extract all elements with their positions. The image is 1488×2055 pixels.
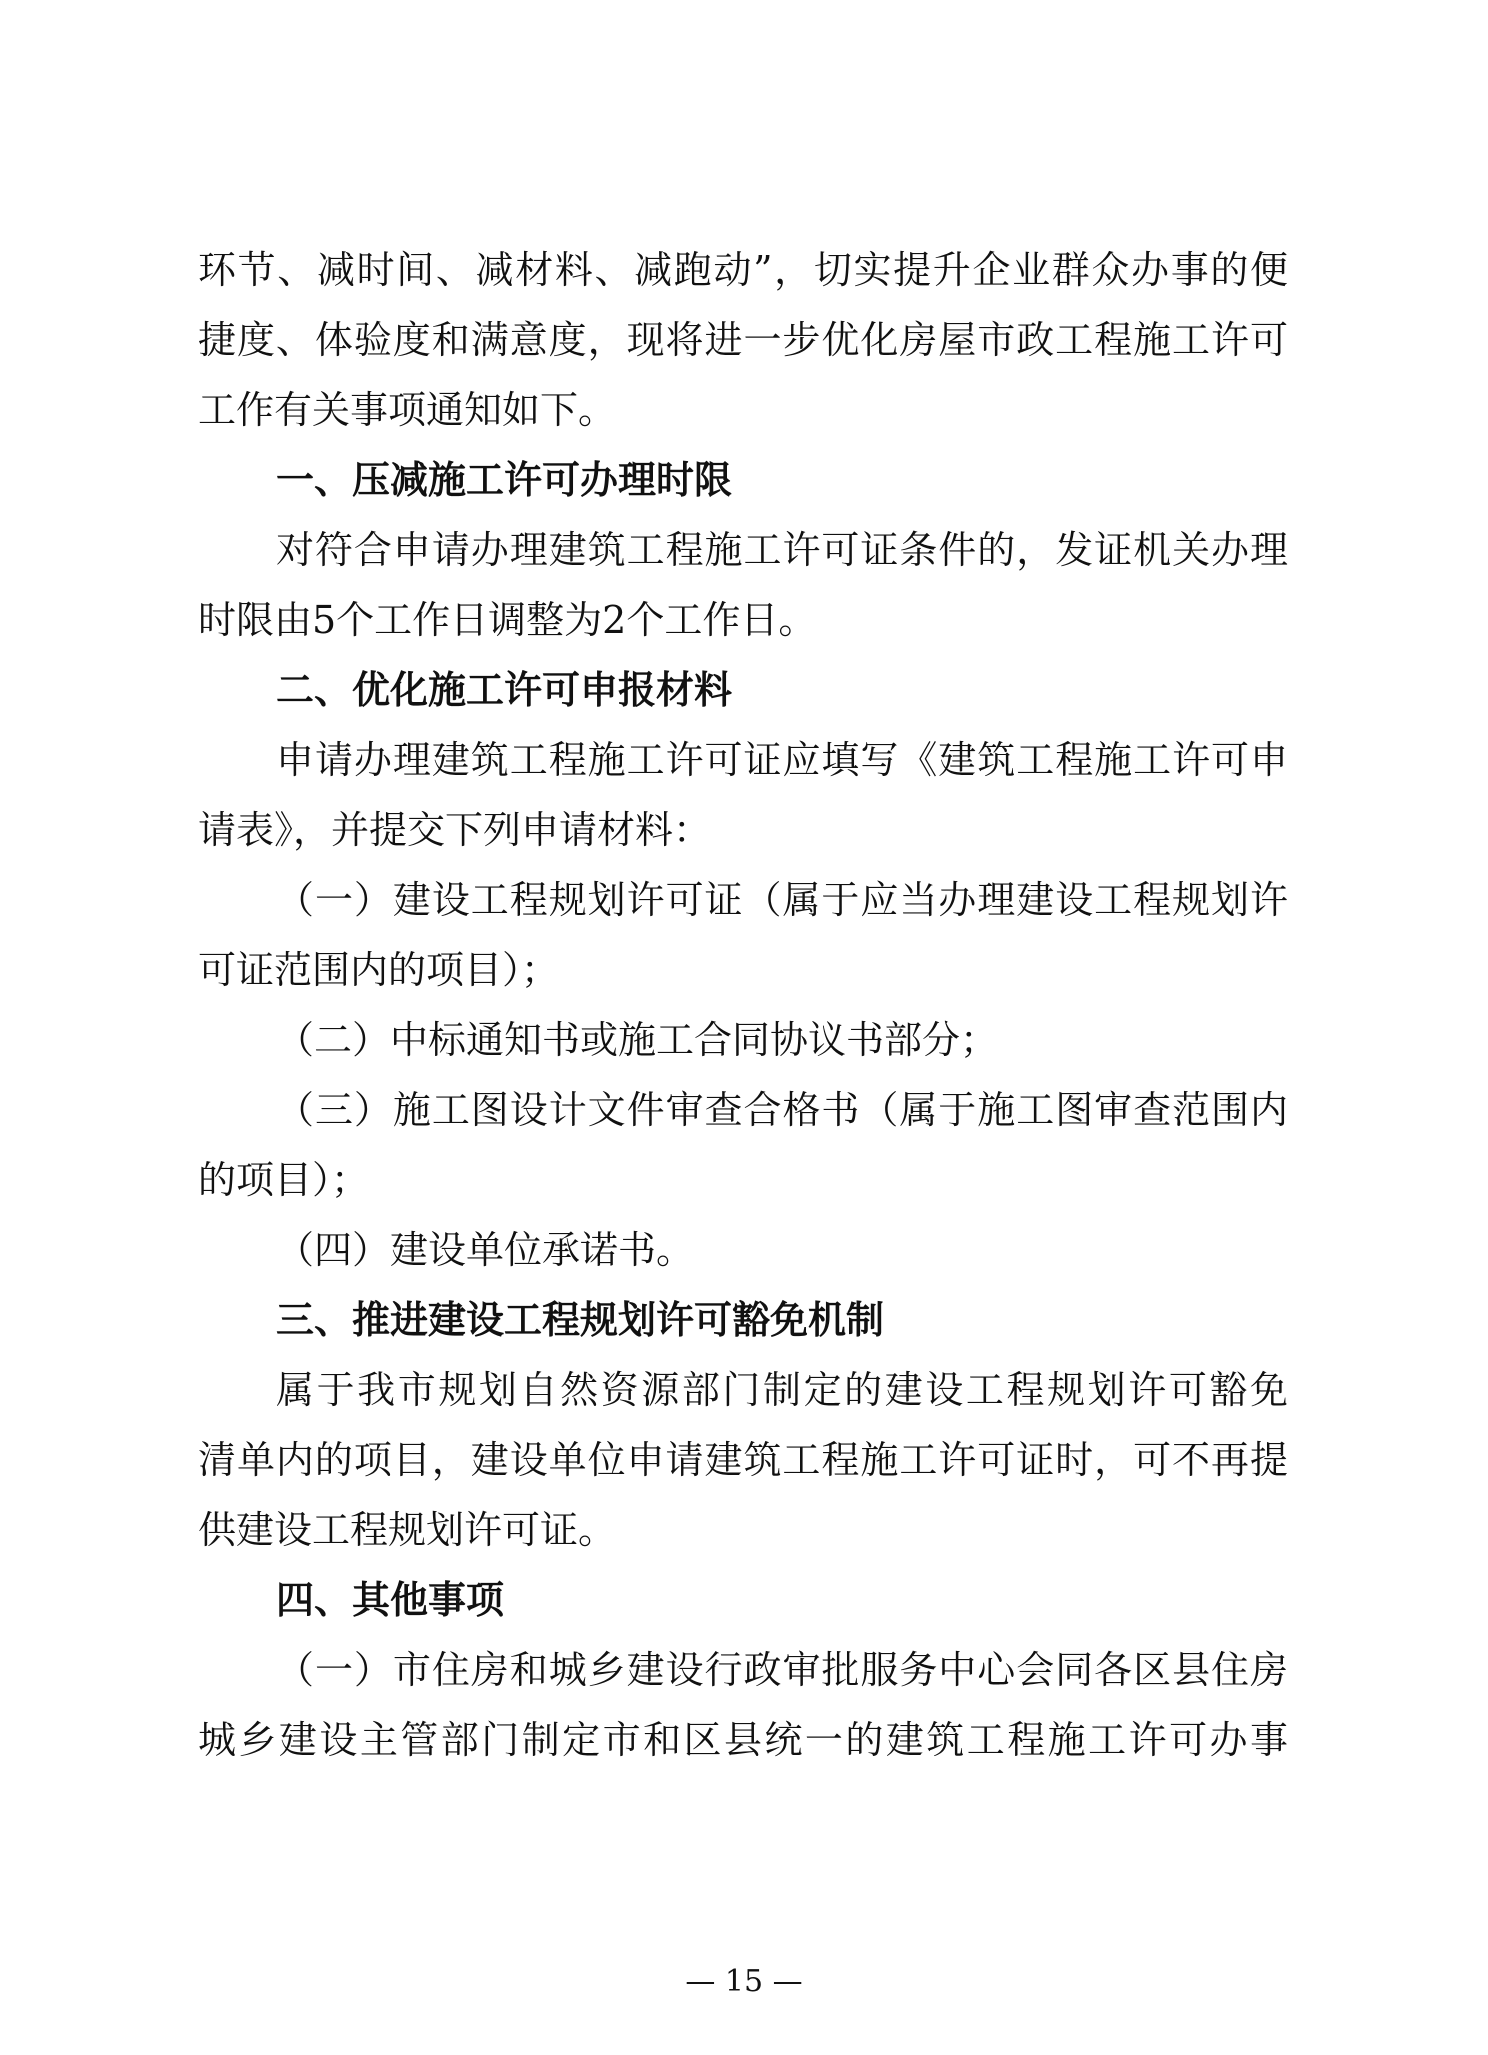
page-number: — 15 — [685,1964,803,1999]
list-item: （三）施工图设计文件审查合格书（属于施工图审查范围内 [276,1088,1288,1132]
body-line: 环节、减时间、减材料、减跑动”，切实提升企业群众办事的便 [198,248,1288,292]
list-item: （一）建设工程规划许可证（属于应当办理建设工程规划许 [276,878,1288,922]
section-heading: 四、其他事项 [276,1578,505,1622]
body-line: 属于我市规划自然资源部门制定的建设工程规划许可豁免 [276,1368,1288,1412]
section-heading: 一、压减施工许可办理时限 [276,458,733,502]
body-line: 请表》，并提交下列申请材料： [198,808,712,852]
section-heading: 二、优化施工许可申报材料 [276,668,733,712]
list-item-continuation: 城乡建设主管部门制定市和区县统一的建筑工程施工许可办事 [198,1718,1288,1762]
body-line: 对符合申请办理建筑工程施工许可证条件的，发证机关办理 [276,528,1288,572]
body-line: 工作有关事项通知如下。 [198,388,617,432]
body-line: 时限由5个工作日调整为2个工作日。 [198,598,817,642]
list-item: （四）建设单位承诺书。 [276,1228,695,1272]
section-heading: 三、推进建设工程规划许可豁免机制 [276,1298,885,1342]
body-line: 捷度、体验度和满意度，现将进一步优化房屋市政工程施工许可 [198,318,1288,362]
list-item: （二）中标通知书或施工合同协议书部分； [276,1018,999,1062]
body-line: 供建设工程规划许可证。 [198,1508,617,1552]
list-item: （一）市住房和城乡建设行政审批服务中心会同各区县住房 [276,1648,1288,1692]
body-line: 清单内的项目，建设单位申请建筑工程施工许可证时，可不再提 [198,1438,1288,1482]
body-line: 申请办理建筑工程施工许可证应填写《建筑工程施工许可申 [276,738,1288,782]
list-item-continuation: 可证范围内的项目）； [198,948,560,992]
list-item-continuation: 的项目）； [198,1158,370,1202]
